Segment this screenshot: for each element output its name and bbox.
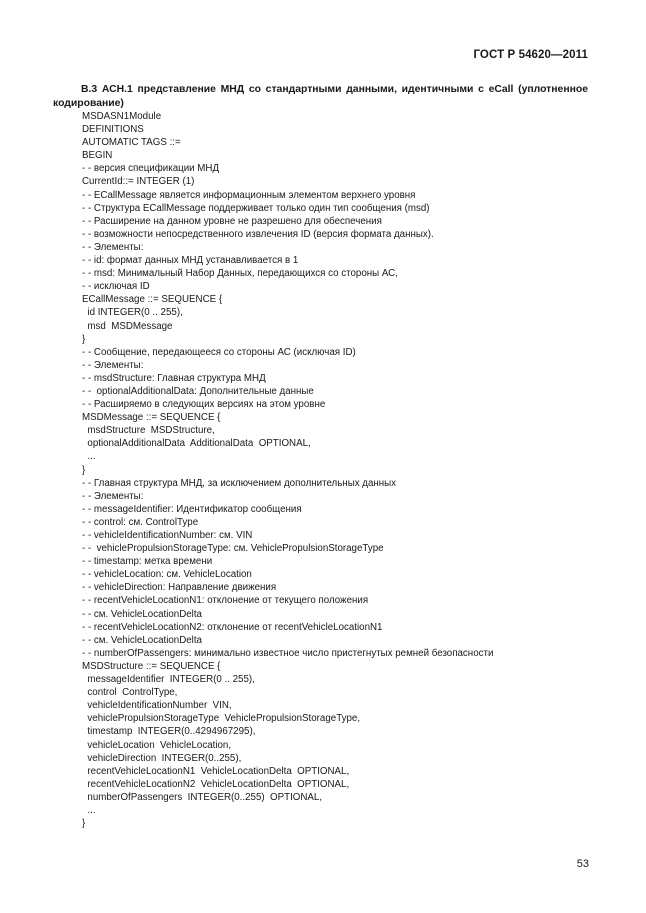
code-line: vehiclePropulsionStorageType VehiclePropulsionStorageType,: [82, 713, 361, 725]
document-header: ГОСТ Р 54620—2011: [473, 49, 588, 61]
code-line: msd MSDMessage: [82, 320, 173, 332]
code-line: - - версия спецификации МНД: [82, 163, 220, 175]
code-line: - - numberOfPassengers: минимально известное число пристегнутых ремней безопасности: [82, 647, 494, 659]
code-line: MSDMessage ::= SEQUENCE {: [82, 412, 221, 424]
code-line: - - recentVehicleLocationN1: отклонение от текущего положения: [82, 595, 369, 607]
code-line: - - Элементы:: [82, 241, 144, 253]
code-line: id INTEGER(0 .. 255),: [82, 307, 183, 319]
code-line: msdStructure MSDStructure,: [82, 425, 215, 437]
code-line: AUTOMATIC TAGS ::=: [82, 137, 181, 149]
code-line: - - msdStructure: Главная структура МНД: [82, 372, 266, 384]
code-line: MSDASN1Module: [82, 111, 162, 122]
code-line: - - Элементы:: [82, 359, 144, 371]
code-line: messageIdentifier INTEGER(0 .. 255),: [82, 674, 255, 686]
code-line: recentVehicleLocationN2 VehicleLocationDelta OPTIONAL,: [82, 778, 350, 790]
code-line: ...: [82, 451, 96, 463]
code-line: - - timestamp: метка времени: [82, 556, 213, 568]
code-line: - - исключая ID: [82, 281, 150, 293]
code-line: DEFINITIONS: [82, 124, 144, 136]
code-line: - - Расширяемо в следующих версиях на этом уровне: [82, 399, 326, 411]
section-title: В.3 АСН.1 представление МНД со стандартными данными, идентичными с eCall (уплотненное кодирование): [53, 84, 588, 109]
code-line: - - Элементы:: [82, 490, 144, 502]
code-line: }: [82, 464, 86, 476]
code-line: - - возможности непосредственного извлечения ID (версия формата данных).: [82, 228, 434, 240]
code-line: - - Сообщение, передающееся со стороны АС (исключая ID): [82, 346, 356, 358]
code-line: timestamp INTEGER(0..4294967295),: [82, 726, 256, 738]
code-line: BEGIN: [82, 150, 113, 162]
code-line: vehicleLocation VehicleLocation,: [82, 739, 232, 751]
code-line: - - vehicleIdentificationNumber: см. VIN: [82, 530, 253, 541]
code-line: - - recentVehicleLocationN2: отклонение от recentVehicleLocationN1: [82, 621, 383, 633]
code-line: - - vehicleDirection: Направление движения: [82, 582, 277, 594]
code-line: recentVehicleLocationN1 VehicleLocationDelta OPTIONAL,: [82, 765, 350, 777]
code-line: ...: [82, 804, 96, 816]
code-line: numberOfPassengers INTEGER(0..255) OPTIONAL,: [82, 791, 323, 803]
code-line: }: [82, 818, 86, 830]
code-line: MSDStructure ::= SEQUENCE {: [82, 660, 221, 672]
code-line: vehicleDirection INTEGER(0..255),: [82, 752, 242, 764]
code-line: - - optionalAdditionalData: Дополнительные данные: [82, 385, 314, 397]
code-line: }: [82, 333, 86, 345]
code-line: - - vehiclePropulsionStorageType: см. VehiclePropulsionStorageType: [82, 543, 384, 555]
code-line: optionalAdditionalData AdditionalData OPTIONAL,: [82, 438, 311, 450]
code-line: CurrentId::= INTEGER (1): [82, 176, 195, 188]
code-line: - - id: формат данных МНД устанавливается в 1: [82, 255, 299, 267]
code-line: ECallMessage ::= SEQUENCE {: [82, 294, 223, 306]
code-line: control ControlType,: [82, 687, 178, 699]
code-line: - - см. VehicleLocationDelta: [82, 608, 202, 620]
asn1-code-block: [82, 110, 592, 830]
code-line: vehicleIdentificationNumber VIN,: [82, 700, 232, 712]
code-line: - - Расширение на данном уровне не разрешено для обеспечения: [82, 215, 382, 227]
code-line: - - control: см. ControlType: [82, 516, 199, 528]
page-number: 53: [576, 858, 589, 870]
code-line: - - ECallMessage является информационным элементом верхнего уровня: [82, 189, 416, 201]
code-line: - - messageIdentifier: Идентификатор сообщения: [82, 503, 302, 515]
code-line: - - см. VehicleLocationDelta: [82, 634, 202, 646]
code-line: - - Структура ECallMessage поддерживает только один тип сообщения (msd): [82, 202, 430, 214]
code-line: - - vehicleLocation: см. VehicleLocation: [82, 569, 252, 581]
code-line: - - Главная структура МНД, за исключением дополнительных данных: [82, 477, 397, 489]
code-line: - - msd: Минимальный Набор Данных, передающихся со стороны АС,: [82, 268, 398, 280]
